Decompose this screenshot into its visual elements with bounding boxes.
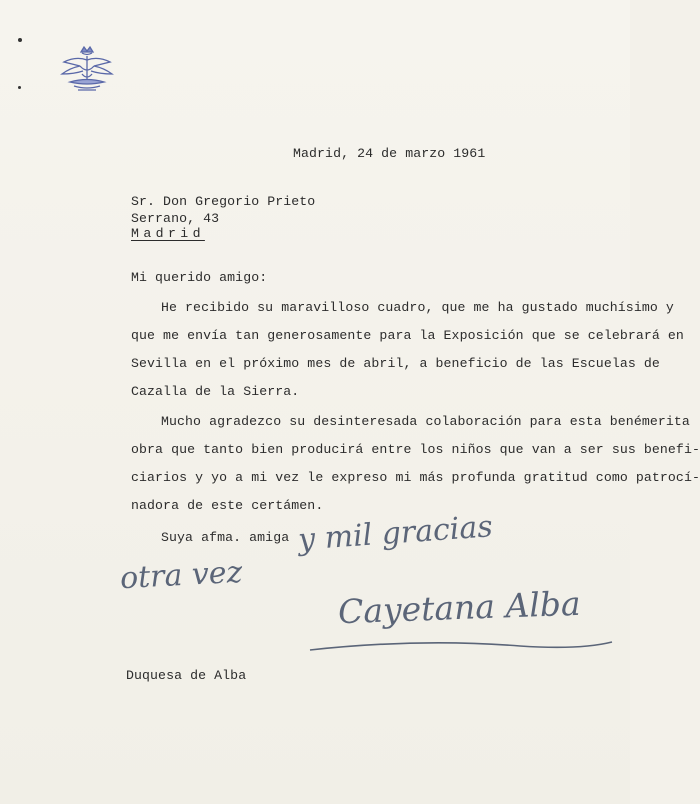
place-date: Madrid, 24 de marzo 1961 (293, 146, 486, 161)
recipient-city: Madrid (131, 226, 205, 241)
paragraph-line: nadora de este certámen. (131, 498, 324, 513)
signature: Cayetana Alba (337, 583, 582, 632)
handwritten-note-line2: otra vez (119, 554, 244, 597)
closing: Suya afma. amiga (161, 530, 290, 545)
recipient-street: Serrano, 43 (131, 211, 220, 226)
paragraph-line: Cazalla de la Sierra. (131, 384, 300, 399)
recipient-name: Sr. Don Gregorio Prieto (131, 194, 316, 209)
signature-flourish (300, 630, 620, 660)
paragraph-line: ciarios y yo a mi vez le expreso mi más profunda gratitud como patrocí- (131, 470, 700, 485)
paragraph-line: Sevilla en el próximo mes de abril, a beneficio de las Escuelas de (131, 356, 660, 371)
paragraph-line: Mucho agradezco su desinteresada colaboración para esta benémerita (161, 414, 690, 429)
punch-hole (18, 86, 21, 89)
greeting: Mi querido amigo: (131, 270, 268, 285)
punch-hole (18, 38, 22, 42)
paragraph-line: que me envía tan generosamente para la Exposición que se celebrará en (131, 328, 684, 343)
handwritten-note-line1: y mil gracias (297, 509, 494, 558)
paragraph-line: He recibido su maravilloso cuadro, que me ha gustado muchísimo y (161, 300, 674, 315)
ducal-crest-icon (56, 44, 118, 96)
signer-title: Duquesa de Alba (126, 668, 247, 683)
paragraph-line: obra que tanto bien producirá entre los niños que van a ser sus benefi- (131, 442, 700, 457)
